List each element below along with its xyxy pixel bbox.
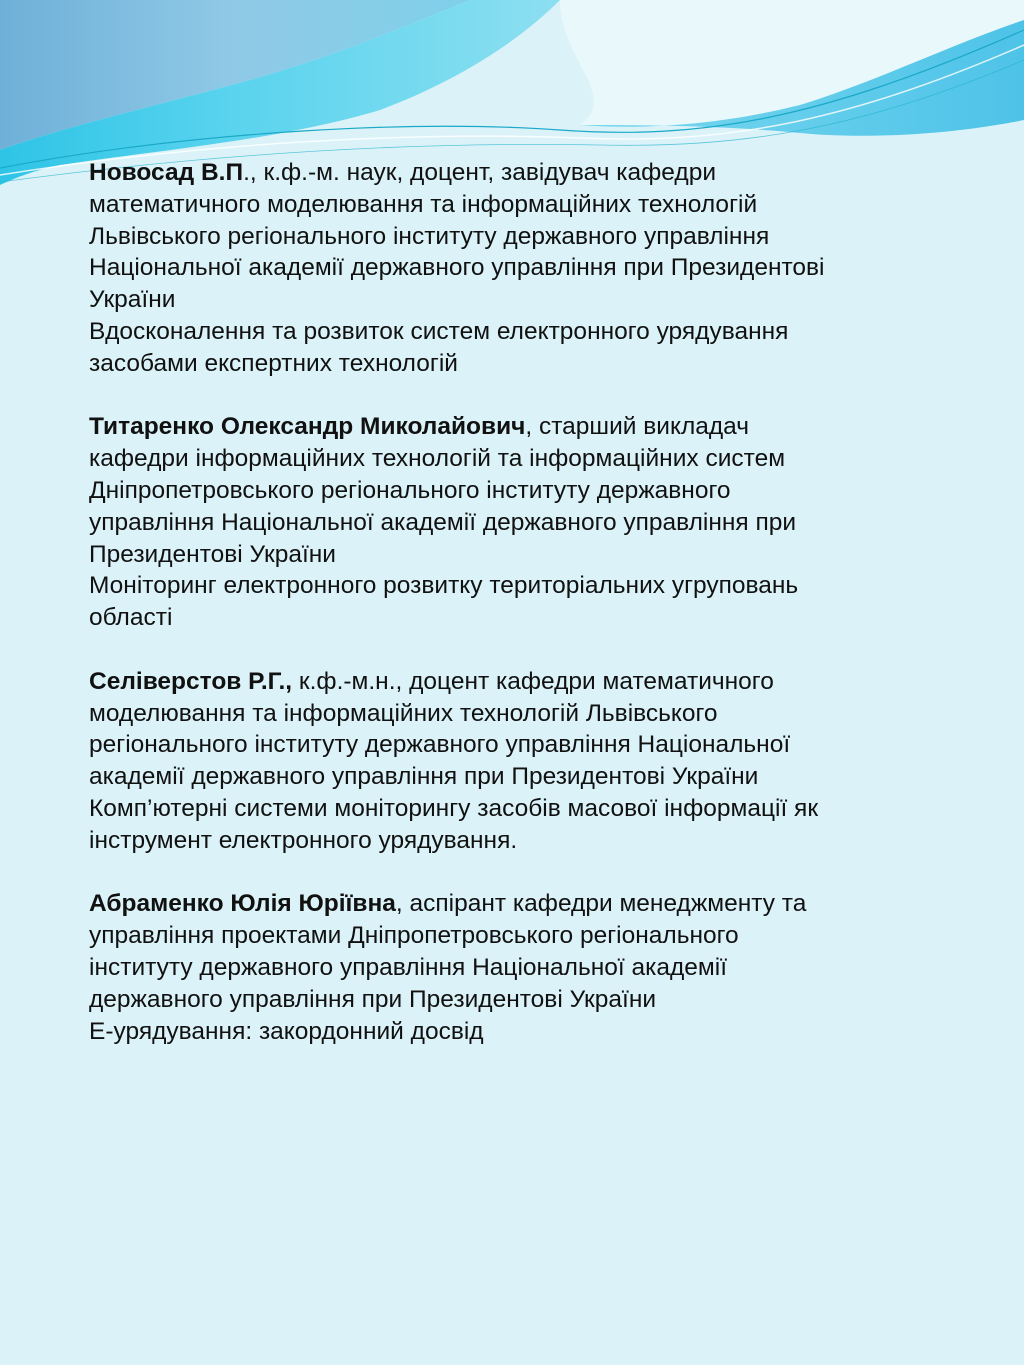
speaker-entry — [89, 157, 919, 380]
speaker-affiliation-line: Національної академії державного управління при Президентові — [89, 254, 825, 282]
report-topic-line: Е-урядування: закордонний досвід — [89, 1017, 484, 1045]
speaker-affiliation-line: інституту державного управління Національної академії — [89, 953, 728, 981]
speaker-name: Новосад В.П — [89, 159, 244, 186]
speaker-entry — [89, 411, 919, 634]
speaker-title: к.ф.-м.н., доцент кафедри математичного — [292, 667, 774, 695]
report-topic-line: Вдосконалення та розвиток систем електронного урядування — [89, 317, 789, 345]
report-topic-line: засобами експертних технологій — [89, 349, 458, 377]
speaker-first-line — [89, 157, 919, 189]
speaker-affiliation-line: України — [89, 286, 176, 314]
speaker-affiliation-line: Президентові України — [89, 540, 336, 568]
speaker-name: Титаренко Олександр Миколайович — [89, 413, 526, 441]
speaker-affiliation-line: управління проектами Дніпропетровського регіонального — [89, 922, 739, 950]
speaker-first-line — [89, 888, 919, 920]
speaker-affiliation-line: державного управління при Президентові України — [89, 985, 657, 1013]
speaker-affiliation-line: Дніпропетровського регіонального інституту державного — [89, 476, 731, 504]
speaker-affiliation-line: математичного моделювання та інформаційних технологій — [89, 190, 758, 218]
speaker-affiliation-line: управління Національної академії державного управління при — [89, 508, 797, 536]
speaker-title: , старший викладач — [525, 413, 750, 441]
speaker-entry — [89, 888, 919, 1047]
speaker-title: ., к.ф.-м. наук, доцент, завідувач кафедри — [243, 159, 717, 186]
report-topic-line: області — [89, 604, 173, 632]
speaker-affiliation-line: кафедри інформаційних технологій та інформаційних систем — [89, 445, 786, 473]
speaker-first-line — [89, 411, 919, 443]
report-topic-line: інструмент електронного урядування. — [89, 826, 518, 854]
speaker-title: , аспірант кафедри менеджменту та — [395, 890, 807, 918]
report-topic-line: Моніторинг електронного розвитку територіальних угруповань — [89, 572, 799, 600]
speaker-affiliation-line: Львівського регіонального інституту державного управління — [89, 222, 770, 250]
speaker-name: Абраменко Юлія Юріївна — [89, 890, 396, 918]
speaker-name: Селіверстов Р.Г., — [89, 667, 293, 695]
speaker-first-line — [89, 666, 919, 698]
report-topic-line: Комп’ютерні системи моніторингу засобів масової інформації як — [89, 794, 819, 822]
speaker-affiliation-line: академії державного управління при Президентові України — [89, 763, 759, 791]
speaker-affiliation-line: моделювання та інформаційних технологій Львівського — [89, 699, 718, 727]
speaker-affiliation-line: регіонального інституту державного управління Національної — [89, 731, 791, 759]
speaker-list — [89, 157, 919, 1079]
speaker-entry — [89, 666, 919, 857]
